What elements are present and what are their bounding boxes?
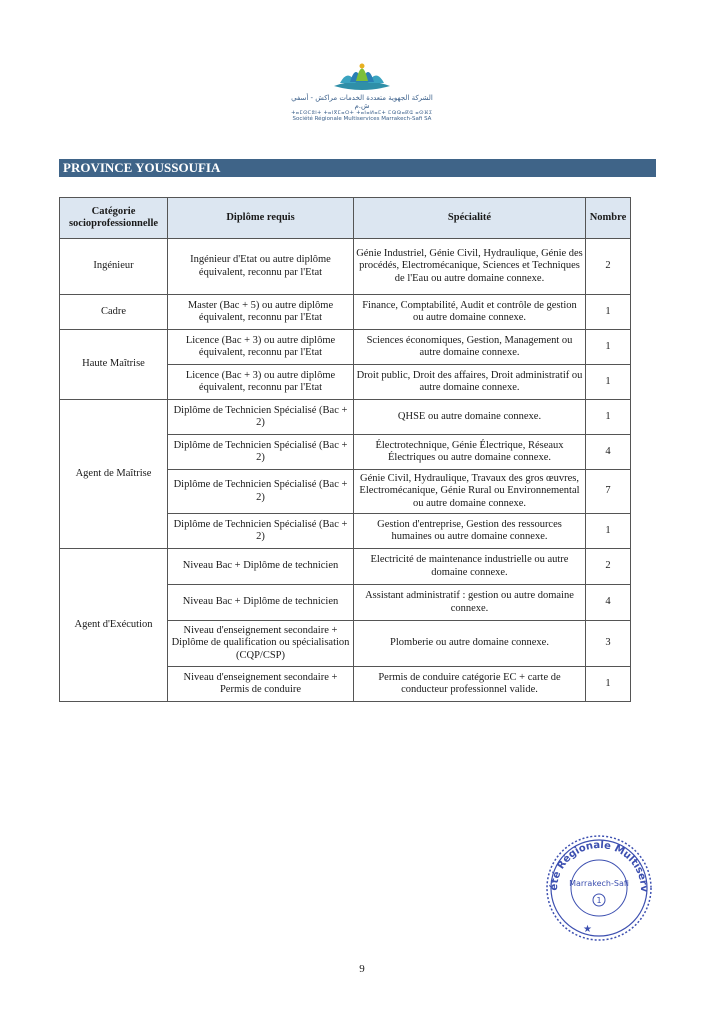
count-cell: 1 (586, 667, 631, 702)
category-cell: Ingénieur (60, 239, 168, 295)
company-logo (288, 56, 436, 123)
specialty-cell: Finance, Comptabilité, Audit et contrôle de gestion ou autre domaine connexe. (354, 295, 586, 330)
count-cell: 1 (586, 400, 631, 435)
specialty-cell: Gestion d'entreprise, Gestion des ressources humaines ou autre domaine connexe. (354, 514, 586, 549)
table-row (60, 239, 631, 295)
category-cell: Cadre (60, 295, 168, 330)
specialty-cell: Droit public, Droit des affaires, Droit administratif ou autre domaine connexe. (354, 365, 586, 400)
header-diploma: Diplôme requis (168, 198, 354, 239)
diploma-cell: Niveau Bac + Diplôme de technicien (168, 549, 354, 585)
specialty-cell: Électrotechnique, Génie Électrique, Réseaux Électriques ou autre domaine connexe. (354, 435, 586, 470)
specialty-cell: Electricité de maintenance industrielle ou autre domaine connexe. (354, 549, 586, 585)
table-row (60, 295, 631, 330)
logo-french-text: Société Régionale Multiservices Marrakech-Safi SA (292, 116, 432, 122)
diploma-cell: Licence (Bac + 3) ou autre diplôme équivalent, reconnu par l'Etat (168, 330, 354, 365)
table-header-row (60, 198, 631, 239)
diploma-cell: Niveau d'enseignement secondaire + Diplôme de qualification ou spécialisation (CQP/CSP) (168, 621, 354, 667)
diploma-cell: Diplôme de Technicien Spécialisé (Bac + 2) (168, 435, 354, 470)
diploma-cell: Diplôme de Technicien Spécialisé (Bac + 2) (168, 514, 354, 549)
category-cell: Agent d'Exécution (60, 549, 168, 702)
logo-arabic-text: الشركة الجهوية متعددة الخدمات مراكش - أسفي ش.م (291, 94, 433, 110)
diploma-cell: Diplôme de Technicien Spécialisé (Bac + 2) (168, 470, 354, 514)
specialty-cell: Génie Civil, Hydraulique, Travaux des gros œuvres, Electromécanique, Génie Rural ou Environnemental ou autre domaine connexe. (354, 470, 586, 514)
count-cell: 1 (586, 330, 631, 365)
count-cell: 1 (586, 514, 631, 549)
header-category: Catégorie socioprofessionnelle (60, 198, 168, 239)
lotus-logo-icon (330, 56, 394, 92)
category-cell: Agent de Maîtrise (60, 400, 168, 549)
page-number: 9 (359, 963, 365, 975)
header-count: Nombre (586, 198, 631, 239)
table-row (60, 400, 631, 435)
specialty-cell: Plomberie ou autre domaine connexe. (354, 621, 586, 667)
diploma-cell: Licence (Bac + 3) ou autre diplôme équivalent, reconnu par l'Etat (168, 365, 354, 400)
count-cell: 4 (586, 585, 631, 621)
specialty-cell: QHSE ou autre domaine connexe. (354, 400, 586, 435)
logo-tifinagh-text: ⵜⴰⵎⵙⵎⵓⵏⵜ ⵜⴰⵏⴳⵎⴰⵔⵜ ⵜⴰⵏⴰⵍⴰⵎⵜ ⵎⵕⵕⴰⴽⵛ ⴰⵙⴼⵉ (291, 110, 433, 116)
count-cell: 4 (586, 435, 631, 470)
stamp-number: 1 (596, 896, 602, 905)
specialty-cell: Assistant administratif : gestion ou autre domaine connexe. (354, 585, 586, 621)
specialty-cell: Permis de conduire catégorie EC + carte de conducteur professionnel valide. (354, 667, 586, 702)
diploma-cell: Diplôme de Technicien Spécialisé (Bac + 2) (168, 400, 354, 435)
diploma-cell: Master (Bac + 5) ou autre diplôme équivalent, reconnu par l'Etat (168, 295, 354, 330)
count-cell: 7 (586, 470, 631, 514)
count-cell: 2 (586, 239, 631, 295)
table-row (60, 330, 631, 365)
specialty-cell: Sciences économiques, Gestion, Management ou autre domaine connexe. (354, 330, 586, 365)
jobs-table (59, 197, 631, 702)
specialty-cell: Génie Industriel, Génie Civil, Hydraulique, Génie des procédés, Electromécanique, Sciences et Techniques de l'Eau ou autre domaine connexe. (354, 239, 586, 295)
count-cell: 3 (586, 621, 631, 667)
count-cell: 2 (586, 549, 631, 585)
province-title: PROVINCE YOUSSOUFIA (59, 159, 656, 177)
stamp-arc-text: été Régionale Multiserv (548, 839, 650, 893)
category-cell: Haute Maîtrise (60, 330, 168, 400)
diploma-cell: Niveau Bac + Diplôme de technicien (168, 585, 354, 621)
diploma-cell: Ingénieur d'Etat ou autre diplôme équivalent, reconnu par l'Etat (168, 239, 354, 295)
company-stamp (543, 830, 655, 942)
stamp-center-text: Marrakech-Safi (569, 879, 629, 888)
table-row (60, 549, 631, 585)
count-cell: 1 (586, 295, 631, 330)
header-specialty: Spécialité (354, 198, 586, 239)
star-icon: ★ (583, 924, 592, 935)
diploma-cell: Niveau d'enseignement secondaire + Permis de conduire (168, 667, 354, 702)
count-cell: 1 (586, 365, 631, 400)
